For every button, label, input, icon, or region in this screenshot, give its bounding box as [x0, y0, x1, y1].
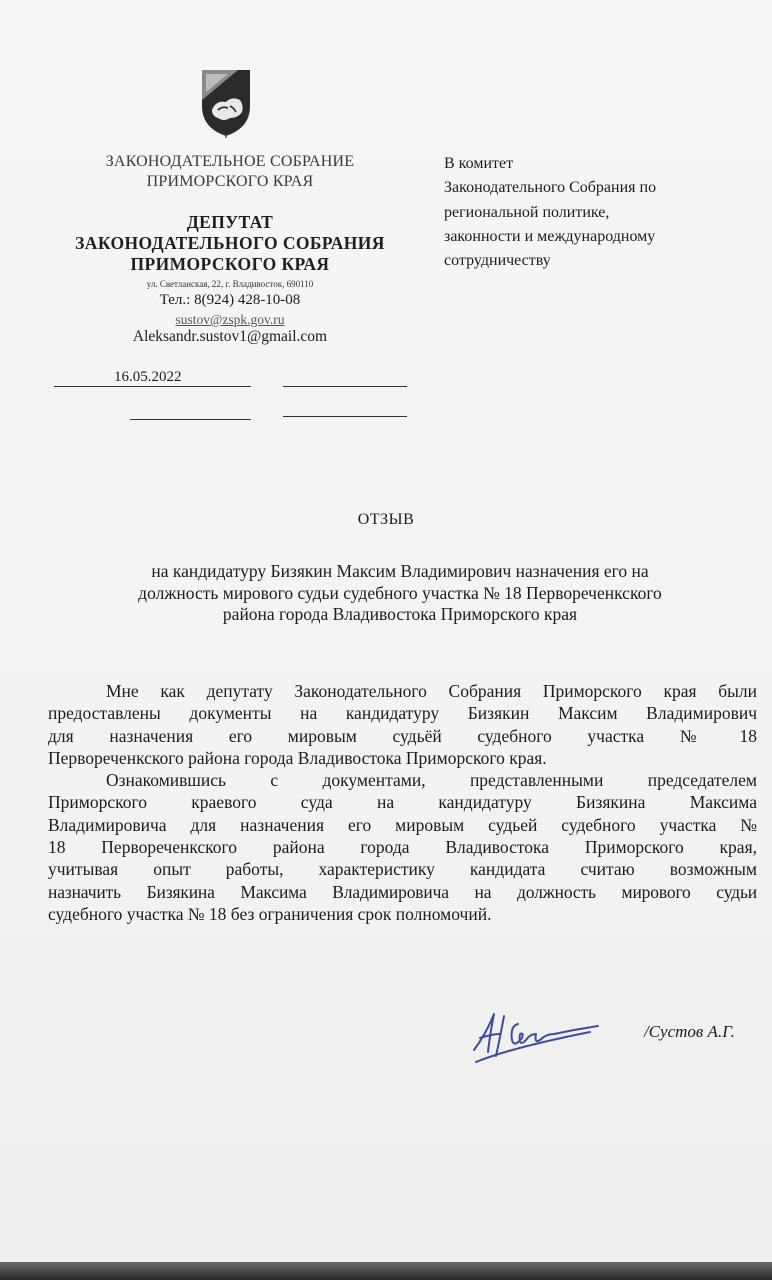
body-line: для назначения его мировым судьёй судебного участка № 18 [48, 725, 757, 746]
body-line: Мне как депутату Законодательного Собрания Приморского края были [106, 681, 757, 701]
document-date: 16.05.2022 [114, 369, 182, 385]
body-line: назначить Бизякина Максима Владимировича на должность мирового судьи [48, 881, 757, 902]
reference-line [130, 419, 251, 420]
signer-name: /Сустов А.Г. [644, 1022, 735, 1041]
body-line: 18 Первореченкского района города Владивостока Приморского края, [48, 837, 757, 858]
organization-name: ЗАКОНОДАТЕЛЬНОЕ СОБРАНИЕ ПРИМОРСКОГО КРАЯ [105, 153, 355, 190]
document-subtitle: на кандидатуру Бизякин Максим Владимирович назначения его на должность мирового судьи судебного участка № 18 Первореченкского района города Владивостока Приморского края [138, 561, 662, 624]
deputy-title: ДЕПУТАТ ЗАКОНОДАТЕЛЬНОГО СОБРАНИЯ ПРИМОРСКОГО КРАЯ [75, 212, 385, 274]
body-line: учитывая опыт работы, характеристику кандидата считаю возможным [48, 859, 757, 880]
recipient-block: В комитет Законодательного Собрания по региональной политике, законности и международному сотрудничеству [444, 155, 657, 270]
personal-email: Aleksandr.sustov1@gmail.com [132, 328, 328, 345]
document-body [48, 680, 757, 925]
reference-number-line [283, 416, 407, 417]
number-line [283, 386, 407, 387]
address: ул. Светланская, 22, г. Владивосток, 690110 [146, 279, 314, 289]
phone: Тел.: 8(924) 428-10-08 [159, 292, 301, 308]
body-line: Владимировича для назначения его мировым судьей судебного участка № [48, 814, 757, 835]
date-line [54, 386, 251, 387]
body-line: предоставлены документы на кандидатуру Бизякин Максим Владимирович [48, 703, 757, 724]
coat-of-arms-icon [198, 66, 254, 138]
photo-bottom-edge [0, 1262, 772, 1280]
body-line: Первореченкского района города Владивостока Приморского края. [48, 747, 547, 768]
handwritten-signature [470, 1004, 602, 1068]
body-line: Приморского краевого суда на кандидатуру Бизякина Максима [48, 792, 757, 813]
body-line: Ознакомившись с документами, представленными председателем [106, 770, 757, 791]
body-line: судебного участка № 18 без ограничения срок полномочий. [48, 903, 492, 924]
official-email: sustov@zspk.gov.ru [175, 312, 285, 327]
document-title: ОТЗЫВ [357, 511, 415, 528]
